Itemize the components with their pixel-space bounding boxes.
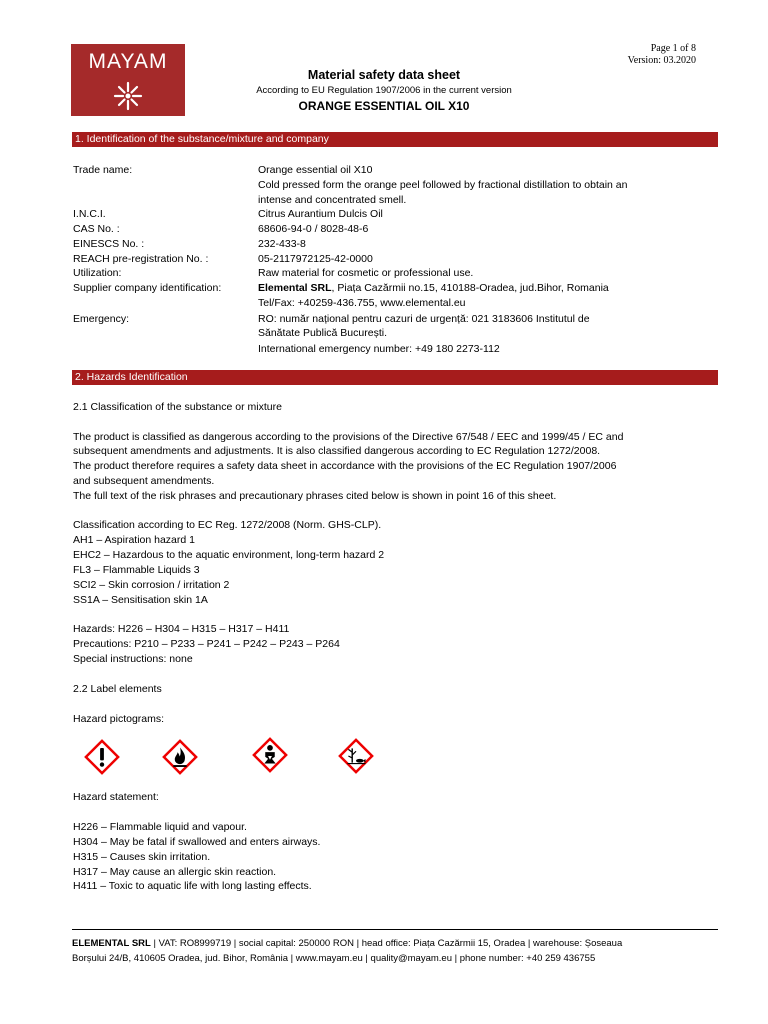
footer-line-1 <box>72 936 732 951</box>
footer <box>72 936 732 966</box>
flame-icon <box>161 738 199 776</box>
classification-item: AH1 – Aspiration hazard 1 <box>73 534 195 546</box>
hazard-statement-item: H315 – Causes skin irritation. <box>73 851 211 863</box>
value-reach: 05-2117972125-42-0000 <box>258 253 373 265</box>
subsection-2-2: 2.2 Label elements <box>73 683 162 695</box>
version: Version: 03.2020 <box>627 55 696 66</box>
emergency-line-2: Sănătate Publică București. <box>258 327 387 339</box>
supplier-company: Elemental SRL <box>258 282 332 294</box>
value-supplier <box>258 281 698 296</box>
value-cas: 68606-94-0 / 8028-48-6 <box>258 223 369 235</box>
classification-item: SCI2 – Skin corrosion / irritation 2 <box>73 579 230 591</box>
special-instructions: Special instructions: none <box>73 653 193 665</box>
subsection-2-1: 2.1 Classification of the substance or mixture <box>73 401 282 413</box>
classification-item: SS1A – Sensitisation skin 1A <box>73 594 208 606</box>
exclamation-mark-icon <box>83 738 121 776</box>
page-info <box>628 43 696 67</box>
label-emergency: Emergency: <box>73 313 130 325</box>
label-einescs: EINESCS No. : <box>73 238 145 250</box>
paragraph-line-2: subsequent amendments and adjustments. It is also classified dangerous according to EC Regulation 1272/2008. <box>73 445 601 457</box>
footer-line-2: Borșului 24/B, 410605 Oradea, jud. Bihor, România | www.mayam.eu | quality@mayam.eu | phone number: +40 259 436755 <box>72 953 596 964</box>
paragraph-line-5: The full text of the risk phrases and precautionary phrases cited below is shown in point 16 of this sheet. <box>73 490 557 502</box>
pictograms-label: Hazard pictograms: <box>73 713 165 725</box>
value-description-2: intense and concentrated smell. <box>258 194 407 206</box>
label-inci: I.N.C.I. <box>73 208 106 220</box>
paragraph-line-4: and subsequent amendments. <box>73 475 215 487</box>
classification-item: FL3 – Flammable Liquids 3 <box>73 564 200 576</box>
label-utilization: Utilization: <box>73 267 122 279</box>
document-subtitle: According to EU Regulation 1907/2006 in the current version <box>256 85 512 96</box>
section-1-heading-bar <box>72 132 718 147</box>
hazard-statement-item: H411 – Toxic to aquatic life with long lasting effects. <box>73 880 312 892</box>
section-2-heading: 2. Hazards Identification <box>75 371 188 383</box>
hazards-line: Hazards: H226 – H304 – H315 – H317 – H411 <box>73 623 290 635</box>
classification-item: EHC2 – Hazardous to the aquatic environment, long-term hazard 2 <box>73 549 385 561</box>
value-einescs: 232-433-8 <box>258 238 306 250</box>
label-supplier: Supplier company identification: <box>73 282 222 294</box>
logo-text: MAYAM <box>88 50 168 73</box>
label-cas: CAS No. : <box>73 223 120 235</box>
footer-divider <box>72 929 718 930</box>
footer-company: ELEMENTAL SRL <box>72 938 151 949</box>
value-utilization: Raw material for cosmetic or professional use. <box>258 267 474 279</box>
value-inci: Citrus Aurantium Dulcis Oil <box>258 208 383 220</box>
environment-icon <box>337 737 375 775</box>
hazard-statement-item: H226 – Flammable liquid and vapour. <box>73 821 247 833</box>
product-name: ORANGE ESSENTIAL OIL X10 <box>298 99 470 113</box>
label-trade-name: Trade name: <box>73 164 133 176</box>
emergency-line-1: RO: număr național pentru cazuri de urgență: 021 3183606 Institutul de <box>258 313 590 325</box>
emergency-line-3: International emergency number: +49 180 2273-112 <box>258 343 500 355</box>
hazard-statement-item: H304 – May be fatal if swallowed and enters airways. <box>73 836 321 848</box>
label-reach: REACH pre-registration No. : <box>73 253 209 265</box>
hazard-statement-item: H317 – May cause an allergic skin reaction. <box>73 866 277 878</box>
health-hazard-icon <box>251 736 289 774</box>
precautions-line: Precautions: P210 – P233 – P241 – P242 – P243 – P264 <box>73 638 340 650</box>
paragraph-line-3: The product therefore requires a safety data sheet in accordance with the provisions of the EC Regulation 1907/2006 <box>73 460 617 472</box>
footer-details: | VAT: RO8999719 | social capital: 250000 RON | head office: Piața Cazărmii 15, Oradea | warehouse: Șoseaua <box>150 938 623 949</box>
section-2-heading-bar <box>72 370 718 385</box>
classification-heading: Classification according to EC Reg. 1272/2008 (Norm. GHS-CLP). <box>73 519 382 531</box>
document-title: Material safety data sheet <box>307 68 461 82</box>
value-description-1: Cold pressed form the orange peel followed by fractional distillation to obtain an <box>258 179 628 191</box>
hazard-statement-label: Hazard statement: <box>73 791 159 803</box>
page-number: Page 1 of 8 <box>650 43 696 54</box>
value-trade-name: Orange essential oil X10 <box>258 164 373 176</box>
supplier-address: , Piața Cazărmii no.15, 410188-Oradea, jud.Bihor, Romania <box>331 282 609 294</box>
supplier-contact: Tel/Fax: +40259-436.755, www.elemental.eu <box>258 297 466 309</box>
section-1-heading: 1. Identification of the substance/mixture and company <box>75 133 329 145</box>
paragraph-line-1: The product is classified as dangerous according to the provisions of the Directive 67/548 / EEC and 1999/45 / EC and <box>73 431 624 443</box>
